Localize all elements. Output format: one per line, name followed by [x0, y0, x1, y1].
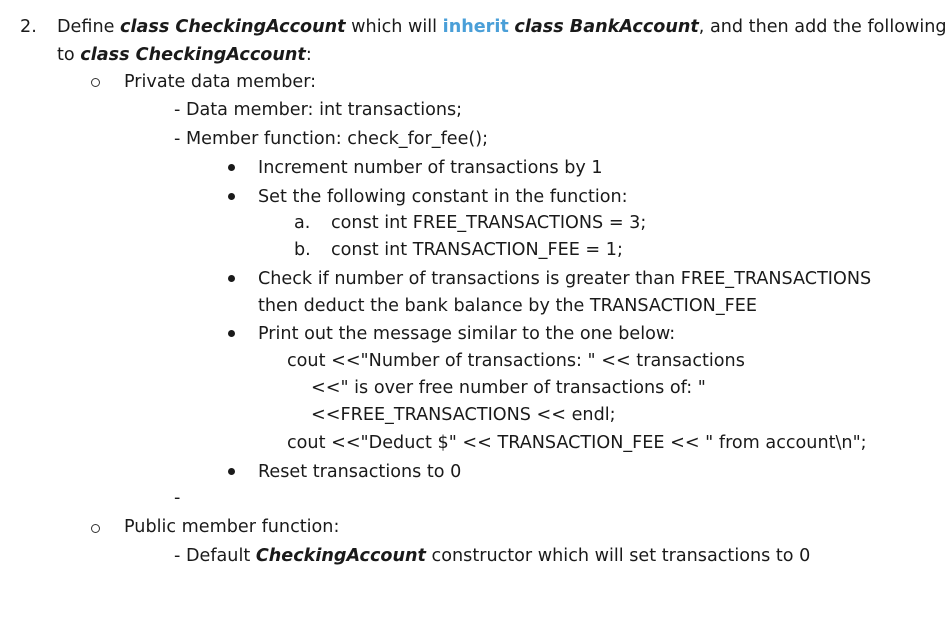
- data-member-line: - Data member: int transactions;: [174, 100, 463, 120]
- item-line-2: [57, 44, 312, 66]
- bullet-check-line-1: Check if number of transactions is greater than FREE_TRANSACTIONS: [258, 269, 872, 289]
- bullet-dot-icon: [228, 275, 235, 282]
- member-function-line: - Member function: check_for_fee();: [174, 129, 489, 149]
- bullet-dot-icon: [228, 164, 235, 171]
- code-line-1: cout <<"Number of transactions: " << transactions: [287, 351, 745, 371]
- text: , and then add the following: [698, 17, 947, 37]
- hollow-circle-bullet-icon: [91, 524, 100, 533]
- text: - Default: [174, 546, 256, 566]
- item-line-1: [57, 16, 947, 38]
- text: Define: [57, 17, 121, 37]
- code-line-3: <<FREE_TRANSACTIONS << endl;: [311, 405, 616, 425]
- sub-item-a: const int FREE_TRANSACTIONS = 3;: [331, 213, 647, 233]
- bullet-check-line-2: then deduct the bank balance by the TRANSACTION_FEE: [258, 296, 757, 316]
- empty-dash-item: -: [174, 488, 181, 508]
- bullet-set-constant: Set the following constant in the function:: [258, 187, 628, 207]
- public-heading: Public member function:: [124, 517, 340, 537]
- text: :: [305, 45, 312, 65]
- bullet-dot-icon: [228, 193, 235, 200]
- class-name-text: class CheckingAccount: [80, 45, 306, 65]
- text: which will: [345, 17, 443, 37]
- text: to: [57, 45, 81, 65]
- code-line-2: <<" is over free number of transactions of: ": [311, 378, 706, 398]
- private-heading: Private data member:: [124, 72, 317, 92]
- class-name-text: CheckingAccount: [255, 546, 426, 566]
- inherit-keyword: inherit: [442, 17, 509, 37]
- code-line-4: cout <<"Deduct $" << TRANSACTION_FEE << " from account\n";: [287, 433, 867, 453]
- bullet-reset: Reset transactions to 0: [258, 462, 462, 482]
- sub-item-b-label: b.: [294, 240, 311, 260]
- base-class-name-text: class BankAccount: [514, 17, 699, 37]
- item-number: 2.: [20, 17, 37, 37]
- constructor-line: [174, 545, 810, 567]
- class-name-text: class CheckingAccount: [120, 17, 346, 37]
- sub-item-a-label: a.: [294, 213, 311, 233]
- hollow-circle-bullet-icon: [91, 78, 100, 87]
- sub-item-b: const int TRANSACTION_FEE = 1;: [331, 240, 623, 260]
- bullet-dot-icon: [228, 330, 235, 337]
- text: constructor which will set transactions to 0: [425, 546, 811, 566]
- bullet-print-message: Print out the message similar to the one below:: [258, 324, 676, 344]
- bullet-dot-icon: [228, 468, 235, 475]
- bullet-increment: Increment number of transactions by 1: [258, 158, 603, 178]
